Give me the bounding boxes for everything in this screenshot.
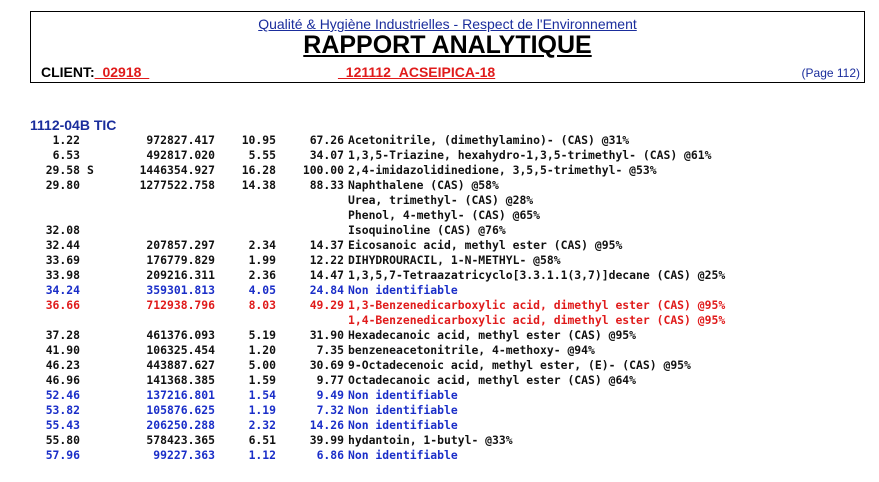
peak-area: 209216.311 bbox=[146, 268, 215, 282]
retention-time: 1.22 bbox=[52, 133, 80, 147]
retention-time: 32.44 bbox=[45, 238, 80, 252]
table-row bbox=[0, 448, 879, 463]
retention-time: 55.80 bbox=[45, 433, 80, 447]
compound-name: 1,3-Benzenedicarboxylic acid, dimethyl ester (CAS) @95% bbox=[348, 298, 726, 312]
peak-area: 972827.417 bbox=[146, 133, 215, 147]
compound-name: Non identifiable bbox=[348, 448, 458, 462]
table-row bbox=[0, 133, 879, 148]
peak-area: 359301.813 bbox=[146, 283, 215, 297]
compound-name: Acetonitrile, (dimethylamino)- (CAS) @31% bbox=[348, 133, 630, 147]
retention-time: 53.82 bbox=[45, 403, 80, 417]
normalized-percent: 7.32 bbox=[316, 403, 344, 417]
area-percent: 1.59 bbox=[248, 373, 276, 387]
retention-time: 57.96 bbox=[45, 448, 80, 462]
report-header bbox=[30, 11, 865, 83]
table-row bbox=[0, 358, 879, 373]
normalized-percent: 14.47 bbox=[309, 268, 344, 282]
compound-name: Urea, trimethyl- (CAS) @28% bbox=[348, 193, 534, 207]
compound-name: Octadecanoic acid, methyl ester (CAS) @64% bbox=[348, 373, 637, 387]
area-percent: 5.19 bbox=[248, 328, 276, 342]
normalized-percent: 100.00 bbox=[302, 163, 344, 177]
compound-name: Naphthalene (CAS) @58% bbox=[348, 178, 499, 192]
area-percent: 8.03 bbox=[248, 298, 276, 312]
retention-time: 52.46 bbox=[45, 388, 80, 402]
normalized-percent: 14.37 bbox=[309, 238, 344, 252]
table-row bbox=[0, 163, 879, 178]
retention-time: 34.24 bbox=[45, 283, 80, 297]
peak-area: 206250.288 bbox=[146, 418, 215, 432]
compound-name: Non identifiable bbox=[348, 388, 458, 402]
normalized-percent: 6.86 bbox=[316, 448, 344, 462]
area-percent: 10.95 bbox=[241, 133, 276, 147]
retention-time: 29.58 bbox=[45, 163, 80, 177]
compound-name: 1,3,5,7-Tetraazatricyclo[3.3.1.1(3,7)]decane (CAS) @25% bbox=[348, 268, 726, 282]
area-percent: 1.54 bbox=[248, 388, 276, 402]
retention-time: 32.08 bbox=[45, 223, 80, 237]
peak-flag: S bbox=[87, 163, 94, 177]
peak-area: 176779.829 bbox=[146, 253, 215, 267]
header-subtitle: Qualité & Hygiène Industrielles - Respect de l'Environnement bbox=[258, 16, 637, 32]
compound-name: 9-Octadecenoic acid, methyl ester, (E)- (CAS) @95% bbox=[348, 358, 691, 372]
compound-name: Eicosanoic acid, methyl ester (CAS) @95% bbox=[348, 238, 623, 252]
retention-time: 46.96 bbox=[45, 373, 80, 387]
area-percent: 2.32 bbox=[248, 418, 276, 432]
normalized-percent: 31.90 bbox=[309, 328, 344, 342]
normalized-percent: 12.22 bbox=[309, 253, 344, 267]
normalized-percent: 67.26 bbox=[309, 133, 344, 147]
peak-area: 1446354.927 bbox=[139, 163, 215, 177]
peak-area: 99227.363 bbox=[153, 448, 215, 462]
area-percent: 5.55 bbox=[248, 148, 276, 162]
peak-area: 1277522.758 bbox=[139, 178, 215, 192]
normalized-percent: 34.07 bbox=[309, 148, 344, 162]
peak-area: 461376.093 bbox=[146, 328, 215, 342]
table-row bbox=[0, 328, 879, 343]
peak-area: 207857.297 bbox=[146, 238, 215, 252]
peak-area: 492817.020 bbox=[146, 148, 215, 162]
table-row bbox=[0, 268, 879, 283]
retention-time: 41.90 bbox=[45, 343, 80, 357]
peak-area: 578423.365 bbox=[146, 433, 215, 447]
compound-name: Non identifiable bbox=[348, 283, 458, 297]
compound-name: Phenol, 4-methyl- (CAS) @65% bbox=[348, 208, 541, 222]
table-row bbox=[0, 193, 879, 208]
table-row bbox=[0, 433, 879, 448]
report-title: RAPPORT ANALYTIQUE bbox=[303, 31, 592, 59]
table-row bbox=[0, 418, 879, 433]
compound-name: benzeneacetonitrile, 4-methoxy- @94% bbox=[348, 343, 595, 357]
table-row bbox=[0, 238, 879, 253]
retention-time: 33.98 bbox=[45, 268, 80, 282]
section-title: 1112-04B TIC bbox=[30, 117, 117, 133]
normalized-percent: 14.26 bbox=[309, 418, 344, 432]
peak-area: 106325.454 bbox=[146, 343, 215, 357]
retention-time: 46.23 bbox=[45, 358, 80, 372]
table-row bbox=[0, 178, 879, 193]
peak-area: 443887.627 bbox=[146, 358, 215, 372]
compound-name: 1,4-Benzenedicarboxylic acid, dimethyl ester (CAS) @95% bbox=[348, 313, 726, 327]
area-percent: 1.99 bbox=[248, 253, 276, 267]
peak-area: 141368.385 bbox=[146, 373, 215, 387]
retention-time: 29.80 bbox=[45, 178, 80, 192]
report-reference: _121112_ACSEIPICA-18 bbox=[338, 64, 496, 80]
results-list bbox=[0, 133, 879, 463]
peak-area: 712938.796 bbox=[146, 298, 215, 312]
compound-name: 1,3,5-Triazine, hexahydro-1,3,5-trimethyl- (CAS) @61% bbox=[348, 148, 712, 162]
table-row bbox=[0, 313, 879, 328]
table-row bbox=[0, 208, 879, 223]
client-line bbox=[41, 64, 149, 80]
table-row bbox=[0, 283, 879, 298]
compound-name: DIHYDROURACIL, 1-N-METHYL- @58% bbox=[348, 253, 561, 267]
table-row bbox=[0, 253, 879, 268]
compound-name: Isoquinoline (CAS) @76% bbox=[348, 223, 506, 237]
table-row bbox=[0, 298, 879, 313]
area-percent: 2.36 bbox=[248, 268, 276, 282]
table-row bbox=[0, 223, 879, 238]
retention-time: 6.53 bbox=[52, 148, 80, 162]
normalized-percent: 30.69 bbox=[309, 358, 344, 372]
retention-time: 55.43 bbox=[45, 418, 80, 432]
client-label: CLIENT: bbox=[41, 64, 95, 80]
compound-name: Non identifiable bbox=[348, 403, 458, 417]
normalized-percent: 39.99 bbox=[309, 433, 344, 447]
compound-name: Hexadecanoic acid, methyl ester (CAS) @95% bbox=[348, 328, 637, 342]
area-percent: 1.19 bbox=[248, 403, 276, 417]
compound-name: 2,4-imidazolidinedione, 3,5,5-trimethyl- @53% bbox=[348, 163, 657, 177]
area-percent: 1.20 bbox=[248, 343, 276, 357]
retention-time: 37.28 bbox=[45, 328, 80, 342]
area-percent: 1.12 bbox=[248, 448, 276, 462]
normalized-percent: 88.33 bbox=[309, 178, 344, 192]
area-percent: 16.28 bbox=[241, 163, 276, 177]
table-row bbox=[0, 343, 879, 358]
peak-area: 137216.801 bbox=[146, 388, 215, 402]
table-row bbox=[0, 403, 879, 418]
client-value: _02918_ bbox=[94, 64, 150, 80]
normalized-percent: 9.77 bbox=[316, 373, 344, 387]
normalized-percent: 49.29 bbox=[309, 298, 344, 312]
table-row bbox=[0, 148, 879, 163]
normalized-percent: 7.35 bbox=[316, 343, 344, 357]
area-percent: 4.05 bbox=[248, 283, 276, 297]
table-row bbox=[0, 373, 879, 388]
table-row bbox=[0, 388, 879, 403]
retention-time: 33.69 bbox=[45, 253, 80, 267]
peak-area: 105876.625 bbox=[146, 403, 215, 417]
area-percent: 2.34 bbox=[248, 238, 276, 252]
compound-name: Non identifiable bbox=[348, 418, 458, 432]
page-number: (Page 112) bbox=[801, 66, 860, 80]
compound-name: hydantoin, 1-butyl- @33% bbox=[348, 433, 513, 447]
area-percent: 6.51 bbox=[248, 433, 276, 447]
normalized-percent: 9.49 bbox=[316, 388, 344, 402]
area-percent: 5.00 bbox=[248, 358, 276, 372]
retention-time: 36.66 bbox=[45, 298, 80, 312]
normalized-percent: 24.84 bbox=[309, 283, 344, 297]
area-percent: 14.38 bbox=[241, 178, 276, 192]
